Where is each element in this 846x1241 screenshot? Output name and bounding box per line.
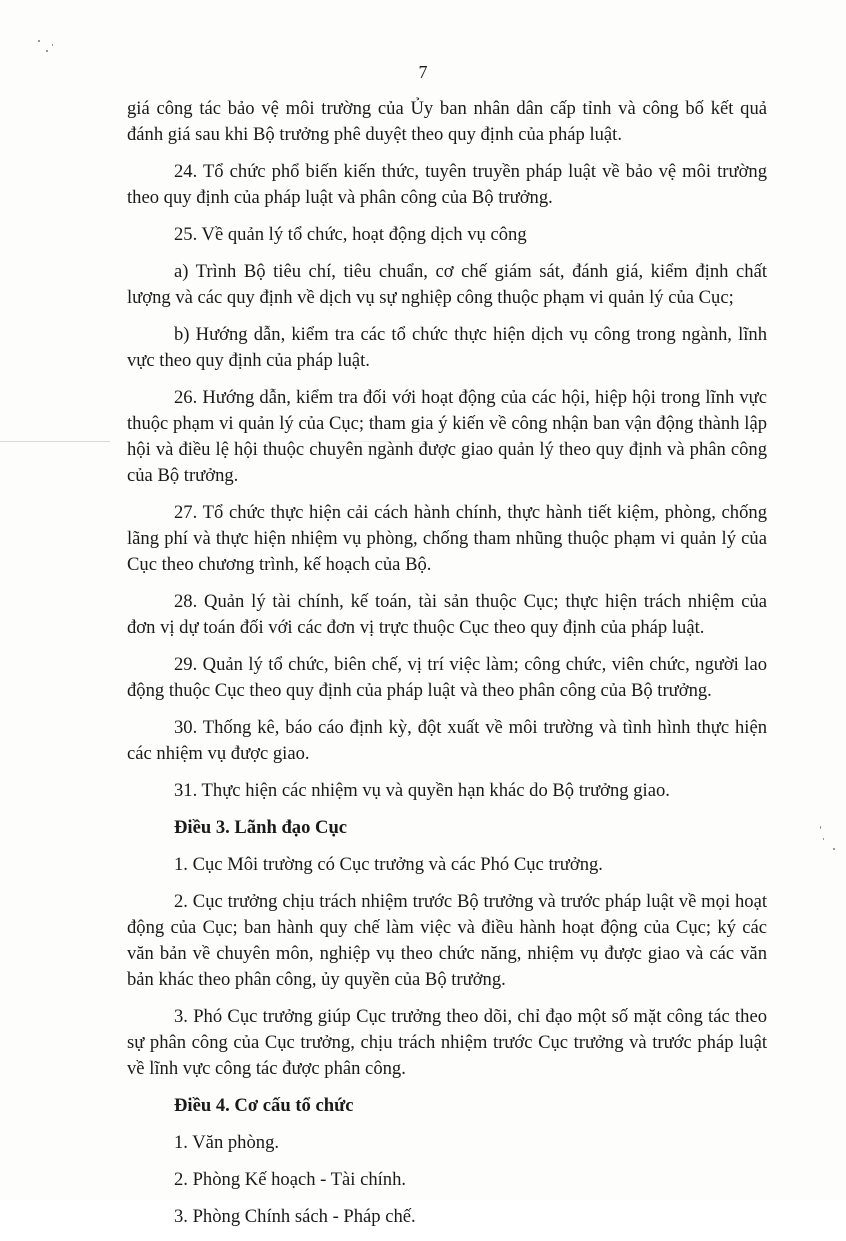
paragraph-item-25: 25. Về quản lý tổ chức, hoạt động dịch vụ công bbox=[174, 224, 527, 245]
scan-speck bbox=[38, 40, 40, 42]
scan-speck bbox=[820, 826, 821, 829]
article-4-heading: Điều 4. Cơ cấu tổ chức bbox=[174, 1095, 354, 1116]
article-4-clause-3: 3. Phòng Chính sách - Pháp chế. bbox=[174, 1206, 416, 1227]
article-3-clause-2: 2. Cục trưởng chịu trách nhiệm trước Bộ trưởng và trước pháp luật về mọi hoạt động của Cục; ban hành quy chế làm việc và điều hành hoạt động của Cục; ký các văn bản về chuyên môn, nghiệp vụ theo chức năng, nhiệm vụ được giao và các văn bản khác theo phân công, ủy quyền của Bộ trưởng. bbox=[127, 891, 767, 990]
paragraph-item-25b: b) Hướng dẫn, kiểm tra các tổ chức thực hiện dịch vụ công trong ngành, lĩnh vực theo quy định của pháp luật. bbox=[127, 324, 767, 371]
article-4-clause-2: 2. Phòng Kế hoạch - Tài chính. bbox=[174, 1169, 407, 1190]
article-3-clause-3: 3. Phó Cục trưởng giúp Cục trưởng theo dõi, chỉ đạo một số mặt công tác theo sự phân công của Cục trưởng, chịu trách nhiệm trước Cục trưởng và trước pháp luật về lĩnh vực công tác được phân công. bbox=[127, 1006, 767, 1079]
article-3-heading: Điều 3. Lãnh đạo Cục bbox=[174, 817, 348, 838]
scan-line bbox=[0, 441, 110, 442]
article-3-clause-1: 1. Cục Môi trường có Cục trưởng và các Phó Cục trưởng. bbox=[174, 854, 603, 875]
paragraph-item-31: 31. Thực hiện các nhiệm vụ và quyền hạn khác do Bộ trưởng giao. bbox=[174, 780, 670, 801]
article-4-clause-1: 1. Văn phòng. bbox=[174, 1132, 280, 1153]
paragraph-item-29: 29. Quản lý tổ chức, biên chế, vị trí việc làm; công chức, viên chức, người lao động thuộc Cục theo quy định của pháp luật và theo phân công của Bộ trưởng. bbox=[127, 654, 767, 701]
scan-speck bbox=[823, 838, 824, 840]
paragraph-item-24: 24. Tổ chức phổ biến kiến thức, tuyên truyền pháp luật về bảo vệ môi trường theo quy định của pháp luật và phân công của Bộ trưởng. bbox=[127, 161, 767, 208]
scan-speck bbox=[52, 44, 53, 46]
paragraph-item-26: 26. Hướng dẫn, kiểm tra đối với hoạt động của các hội, hiệp hội trong lĩnh vực thuộc phạm vi quản lý của Cục; tham gia ý kiến về công nhận ban vận động thành lập hội và điều lệ hội thuộc chuyên ngành được giao quản lý theo quy định và phân công của Bộ trưởng. bbox=[127, 387, 767, 486]
scan-speck bbox=[833, 848, 835, 850]
paragraph-item-28: 28. Quản lý tài chính, kế toán, tài sản thuộc Cục; thực hiện trách nhiệm của đơn vị dự toán đối với các đơn vị trực thuộc Cục theo quy định của pháp luật. bbox=[127, 591, 767, 638]
page-number: 7 bbox=[418, 62, 428, 82]
paragraph-continuation: giá công tác bảo vệ môi trường của Ủy ban nhân dân cấp tỉnh và công bố kết quả đánh giá sau khi Bộ trưởng phê duyệt theo quy định của pháp luật. bbox=[127, 98, 767, 145]
paragraph-item-25a: a) Trình Bộ tiêu chí, tiêu chuẩn, cơ chế giám sát, đánh giá, kiểm định chất lượng và các quy định về dịch vụ sự nghiệp công thuộc phạm vi quản lý của Cục; bbox=[127, 261, 767, 308]
scan-speck bbox=[46, 50, 48, 52]
document-body bbox=[127, 96, 767, 1241]
paragraph-item-27: 27. Tổ chức thực hiện cải cách hành chính, thực hành tiết kiệm, phòng, chống lãng phí và thực hiện nhiệm vụ phòng, chống tham nhũng thuộc phạm vi quản lý của Cục theo chương trình, kế hoạch của Bộ. bbox=[127, 502, 767, 575]
paragraph-item-30: 30. Thống kê, báo cáo định kỳ, đột xuất về môi trường và tình hình thực hiện các nhiệm vụ được giao. bbox=[127, 717, 767, 764]
